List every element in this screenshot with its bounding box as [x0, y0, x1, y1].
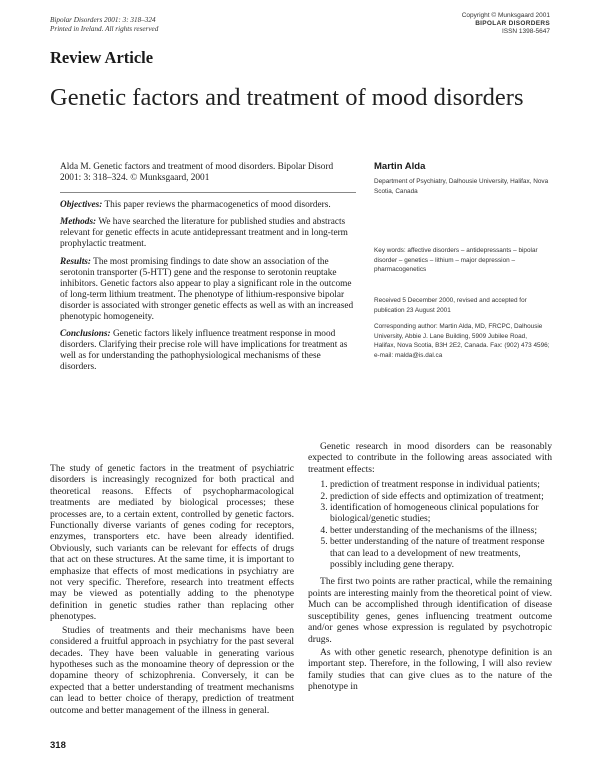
correspondence: Corresponding author: Martin Alda, MD, FRCPC, Dalhousie University, Abbie J. Lane Building, 5909 Jubilee Road, Halifax, Nova Scotia, B3H 2E2, Canada. Fax: (902) 473 4596; e-mail: malda@is.dal.ca [374, 323, 550, 360]
copyright-stamp [420, 12, 550, 36]
abstract-results [60, 257, 356, 324]
body-column-right [308, 441, 552, 695]
abstract-methods [60, 217, 356, 250]
contribution-list [308, 479, 552, 570]
abstract-objectives [60, 200, 356, 211]
methods-label: Methods: [60, 217, 97, 228]
abstract-divider [60, 192, 356, 193]
objectives-label: Objectives: [60, 200, 103, 211]
body-column-left [50, 463, 294, 718]
keywords: Key words: affective disorders – antidepressants – bipolar disorder – genetics – lithium – major depression – pharmacogenetics [374, 247, 538, 274]
list-item: 5. better understanding of the nature of treatment response that can lead to a development of new treatments, possibly including gene therapy. [330, 536, 552, 570]
list-item: 4. better understanding of the mechanisms of the illness; [330, 525, 552, 536]
journal-citation-line: Bipolar Disorders 2001: 3: 318–324 [50, 16, 156, 24]
issn-line: ISSN 1398-5647 [501, 28, 550, 35]
received-dates: Received 5 December 2000, revised and accepted for publication 23 August 2001 [374, 297, 527, 314]
abstract-conclusions [60, 329, 356, 373]
citation: Alda M. Genetic factors and treatment of mood disorders. Bipolar Disord 2001: 3: 318–324. © Munksgaard, 2001 [60, 162, 334, 184]
conclusions-text: Genetic factors likely influence treatment response in mood disorders. Clarifying their precise role will have implications for treatment as well as for understanding the pathophysiological mechanisms of these disorders. [60, 329, 348, 373]
body-paragraph: The study of genetic factors in the treatment of psychiatric disorders is increasingly recognized for both practical and theoretical reasons. Effects of psychopharmacological treatments are mediated by biological processes; these processes are, to a certain extent, controlled by genetic factors. Functionally diverse variants of genes coding for receptors, enzymes, transporters etc. have been already identified. Obviously, such variants can be relevant for effects of drugs that act on these structures. At the same time, it is important to emphasize that effects of most medications in psychiatry are not very specific. Therefore, research into treatment effects may be viewed as potentially adding to the phenotype definition in genetic studies rather than replacing other phenotypes. [50, 463, 294, 623]
body-paragraph: Genetic research in mood disorders can be reasonably expected to contribute in the following areas associated with treatment effects: [308, 441, 552, 475]
objectives-text: This paper reviews the pharmacogenetics of mood disorders. [104, 200, 331, 211]
section-label: Review Article [50, 48, 154, 67]
body-paragraph: As with other genetic research, phenotype definition is an important step. Therefore, in the following, I will also review family studies that can give clues as to the nature of the phenotype in [308, 646, 552, 693]
conclusions-label: Conclusions: [60, 329, 111, 340]
article-title: Genetic factors and treatment of mood disorders [50, 84, 524, 111]
results-text: The most promising findings to date show an association of the serotonin transporter (5-HTT) gene and the response to serotonin reuptake inhibitors. Genetic factors also appear to play a significant role in the outcome of long-term lithium treatment. The phenotype of lithium-responsive bipolar disorder is associated with stronger genetic effects as well as with an increased phenotypic homogeneity. [60, 256, 354, 323]
journal-info [50, 16, 158, 34]
abstract [60, 162, 356, 380]
methods-text: We have searched the literature for published studies and abstracts relevant for genetic effects in acute antidepressant treatment and in long-term prophylactic treatment. [60, 217, 348, 250]
list-item: 2. prediction of side effects and optimization of treatment; [330, 491, 552, 502]
copyright-line: Copyright © Munksgaard 2001 [461, 12, 550, 19]
results-label: Results: [60, 256, 91, 267]
body-paragraph: Studies of treatments and their mechanisms have been considered a fruitful approach in psychiatry for the past several decades. They have been valuable in generating various hypotheses such as the monoamine theory of depression or the dopamine theory of schizophrenia. Conversely, it can be expected that a better understanding of treatment mechanisms can lead to better choice of therapy, prediction of treatment outcome and better management of the illness in general. [50, 624, 294, 716]
journal-name: BIPOLAR DISORDERS [475, 20, 550, 27]
page-number: 318 [50, 740, 66, 751]
author-name: Martin Alda [374, 161, 426, 172]
list-item: 3. identification of homogeneous clinical populations for biological/genetic studies; [330, 502, 552, 525]
author-affiliation: Department of Psychiatry, Dalhousie University, Halifax, Nova Scotia, Canada [374, 178, 549, 195]
list-item: 1. prediction of treatment response in individual patients; [330, 479, 552, 490]
body-paragraph: The first two points are rather practical, while the remaining points are interesting mainly from the theoretical point of view. Much can be accomplished through identification of disease susceptibility genes, genes influencing treatment outcome and/or genes whose expression is regulated by psychotropic drugs. [308, 576, 552, 645]
journal-printed-line: Printed in Ireland. All rights reserved [50, 25, 159, 33]
